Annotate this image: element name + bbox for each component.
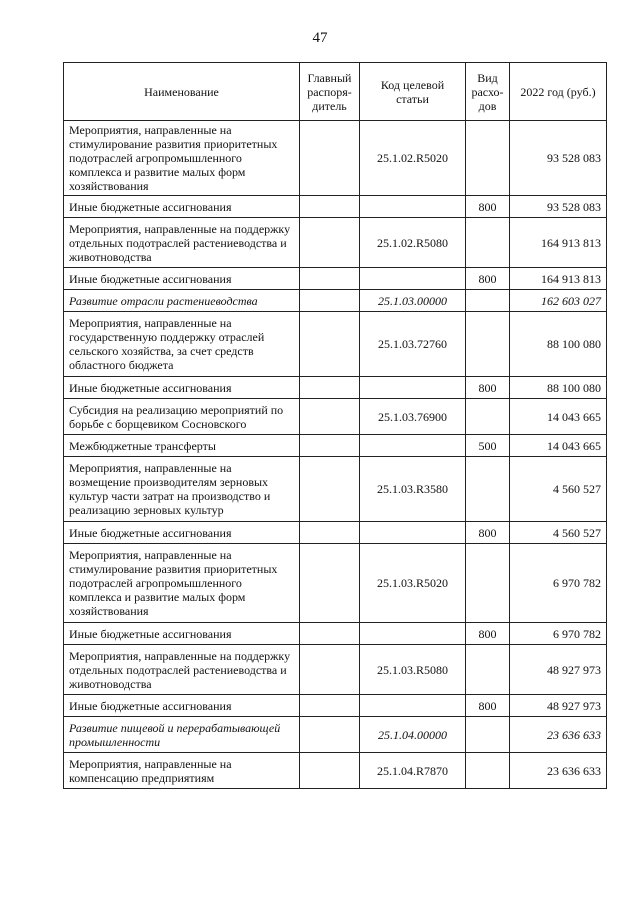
cell-name: Иные бюджетные ассигнования <box>64 623 300 645</box>
table-row <box>64 196 607 218</box>
cell-admin <box>300 457 360 522</box>
header-admin: Главный распоря-дитель <box>300 63 360 121</box>
cell-code: 25.1.03.R5080 <box>360 645 466 695</box>
cell-kind: 800 <box>466 623 510 645</box>
cell-admin <box>300 753 360 789</box>
cell-kind <box>466 457 510 522</box>
cell-name: Иные бюджетные ассигнования <box>64 268 300 290</box>
cell-name: Межбюджетные трансферты <box>64 435 300 457</box>
cell-name: Мероприятия, направленные на поддержку отдельных подотраслей растениеводства и животноводства <box>64 645 300 695</box>
cell-admin <box>300 290 360 312</box>
cell-name: Мероприятия, направленные на стимулирование развития приоритетных подотраслей агропромышленного комплекса и развитие малых форм хозяйствования <box>64 544 300 623</box>
cell-code: 25.1.03.R3580 <box>360 457 466 522</box>
table-header-row <box>64 63 607 121</box>
table-row <box>64 457 607 522</box>
cell-amount: 4 560 527 <box>510 522 607 544</box>
cell-kind <box>466 753 510 789</box>
cell-code: 25.1.03.72760 <box>360 312 466 377</box>
table-row <box>64 645 607 695</box>
cell-name: Мероприятия, направленные на поддержку отдельных подотраслей растениеводства и животноводства <box>64 218 300 268</box>
cell-code: 25.1.02.R5020 <box>360 121 466 196</box>
cell-kind: 800 <box>466 268 510 290</box>
header-kind: Вид расхо-дов <box>466 63 510 121</box>
cell-code: 25.1.02.R5080 <box>360 218 466 268</box>
cell-amount: 48 927 973 <box>510 695 607 717</box>
cell-name: Мероприятия, направленные на стимулирование развития приоритетных подотраслей агропромышленного комплекса и развитие малых форм хозяйствования <box>64 121 300 196</box>
cell-amount: 14 043 665 <box>510 435 607 457</box>
cell-kind <box>466 544 510 623</box>
cell-code <box>360 435 466 457</box>
cell-amount: 93 528 083 <box>510 121 607 196</box>
cell-code: 25.1.03.R5020 <box>360 544 466 623</box>
cell-amount: 14 043 665 <box>510 399 607 435</box>
cell-amount: 164 913 813 <box>510 218 607 268</box>
cell-code: 25.1.04.00000 <box>360 717 466 753</box>
table-row <box>64 435 607 457</box>
cell-kind <box>466 290 510 312</box>
table-row <box>64 753 607 789</box>
cell-amount: 23 636 633 <box>510 753 607 789</box>
cell-kind: 800 <box>466 377 510 399</box>
cell-name: Иные бюджетные ассигнования <box>64 377 300 399</box>
cell-admin <box>300 268 360 290</box>
cell-amount: 162 603 027 <box>510 290 607 312</box>
cell-name: Иные бюджетные ассигнования <box>64 695 300 717</box>
cell-kind: 800 <box>466 522 510 544</box>
table-row <box>64 717 607 753</box>
cell-amount: 4 560 527 <box>510 457 607 522</box>
cell-admin <box>300 312 360 377</box>
cell-admin <box>300 544 360 623</box>
cell-amount: 23 636 633 <box>510 717 607 753</box>
cell-admin <box>300 218 360 268</box>
cell-name: Развитие пищевой и перерабатывающей промышленности <box>64 717 300 753</box>
budget-table <box>63 62 607 789</box>
cell-name: Мероприятия, направленные на возмещение производителям зерновых культур части затрат на производство и реализацию зерновых культур <box>64 457 300 522</box>
cell-admin <box>300 121 360 196</box>
cell-kind: 500 <box>466 435 510 457</box>
cell-code: 25.1.04.R7870 <box>360 753 466 789</box>
header-name: Наименование <box>64 63 300 121</box>
table-row <box>64 399 607 435</box>
table-row <box>64 522 607 544</box>
cell-kind: 800 <box>466 196 510 218</box>
cell-amount: 93 528 083 <box>510 196 607 218</box>
cell-kind <box>466 312 510 377</box>
header-amount: 2022 год (руб.) <box>510 63 607 121</box>
page-number: 47 <box>312 30 328 46</box>
cell-amount: 164 913 813 <box>510 268 607 290</box>
cell-code <box>360 695 466 717</box>
table-row <box>64 312 607 377</box>
cell-kind <box>466 399 510 435</box>
cell-kind <box>466 717 510 753</box>
cell-code: 25.1.03.00000 <box>360 290 466 312</box>
table-row <box>64 290 607 312</box>
cell-admin <box>300 435 360 457</box>
table-row <box>64 544 607 623</box>
table-body <box>64 121 607 789</box>
cell-kind <box>466 121 510 196</box>
cell-admin <box>300 645 360 695</box>
cell-amount: 6 970 782 <box>510 544 607 623</box>
cell-name: Развитие отрасли растениеводства <box>64 290 300 312</box>
cell-kind: 800 <box>466 695 510 717</box>
cell-code <box>360 623 466 645</box>
cell-amount: 48 927 973 <box>510 645 607 695</box>
cell-amount: 88 100 080 <box>510 312 607 377</box>
cell-admin <box>300 196 360 218</box>
cell-admin <box>300 377 360 399</box>
cell-code <box>360 196 466 218</box>
cell-admin <box>300 717 360 753</box>
cell-admin <box>300 695 360 717</box>
cell-code <box>360 377 466 399</box>
table-row <box>64 377 607 399</box>
cell-amount: 6 970 782 <box>510 623 607 645</box>
table-row <box>64 623 607 645</box>
cell-kind <box>466 645 510 695</box>
cell-kind <box>466 218 510 268</box>
cell-name: Мероприятия, направленные на государственную поддержку отраслей сельского хозяйства, за счет средств областного бюджета <box>64 312 300 377</box>
cell-name: Субсидия на реализацию мероприятий по борьбе с борщевиком Сосновского <box>64 399 300 435</box>
cell-admin <box>300 623 360 645</box>
header-code: Код целевой статьи <box>360 63 466 121</box>
table-row <box>64 121 607 196</box>
table-row <box>64 695 607 717</box>
cell-code <box>360 522 466 544</box>
cell-name: Иные бюджетные ассигнования <box>64 522 300 544</box>
cell-code: 25.1.03.76900 <box>360 399 466 435</box>
cell-admin <box>300 522 360 544</box>
table-row <box>64 218 607 268</box>
table-row <box>64 268 607 290</box>
cell-name: Мероприятия, направленные на компенсацию предприятиям <box>64 753 300 789</box>
cell-amount: 88 100 080 <box>510 377 607 399</box>
cell-admin <box>300 399 360 435</box>
cell-name: Иные бюджетные ассигнования <box>64 196 300 218</box>
cell-code <box>360 268 466 290</box>
